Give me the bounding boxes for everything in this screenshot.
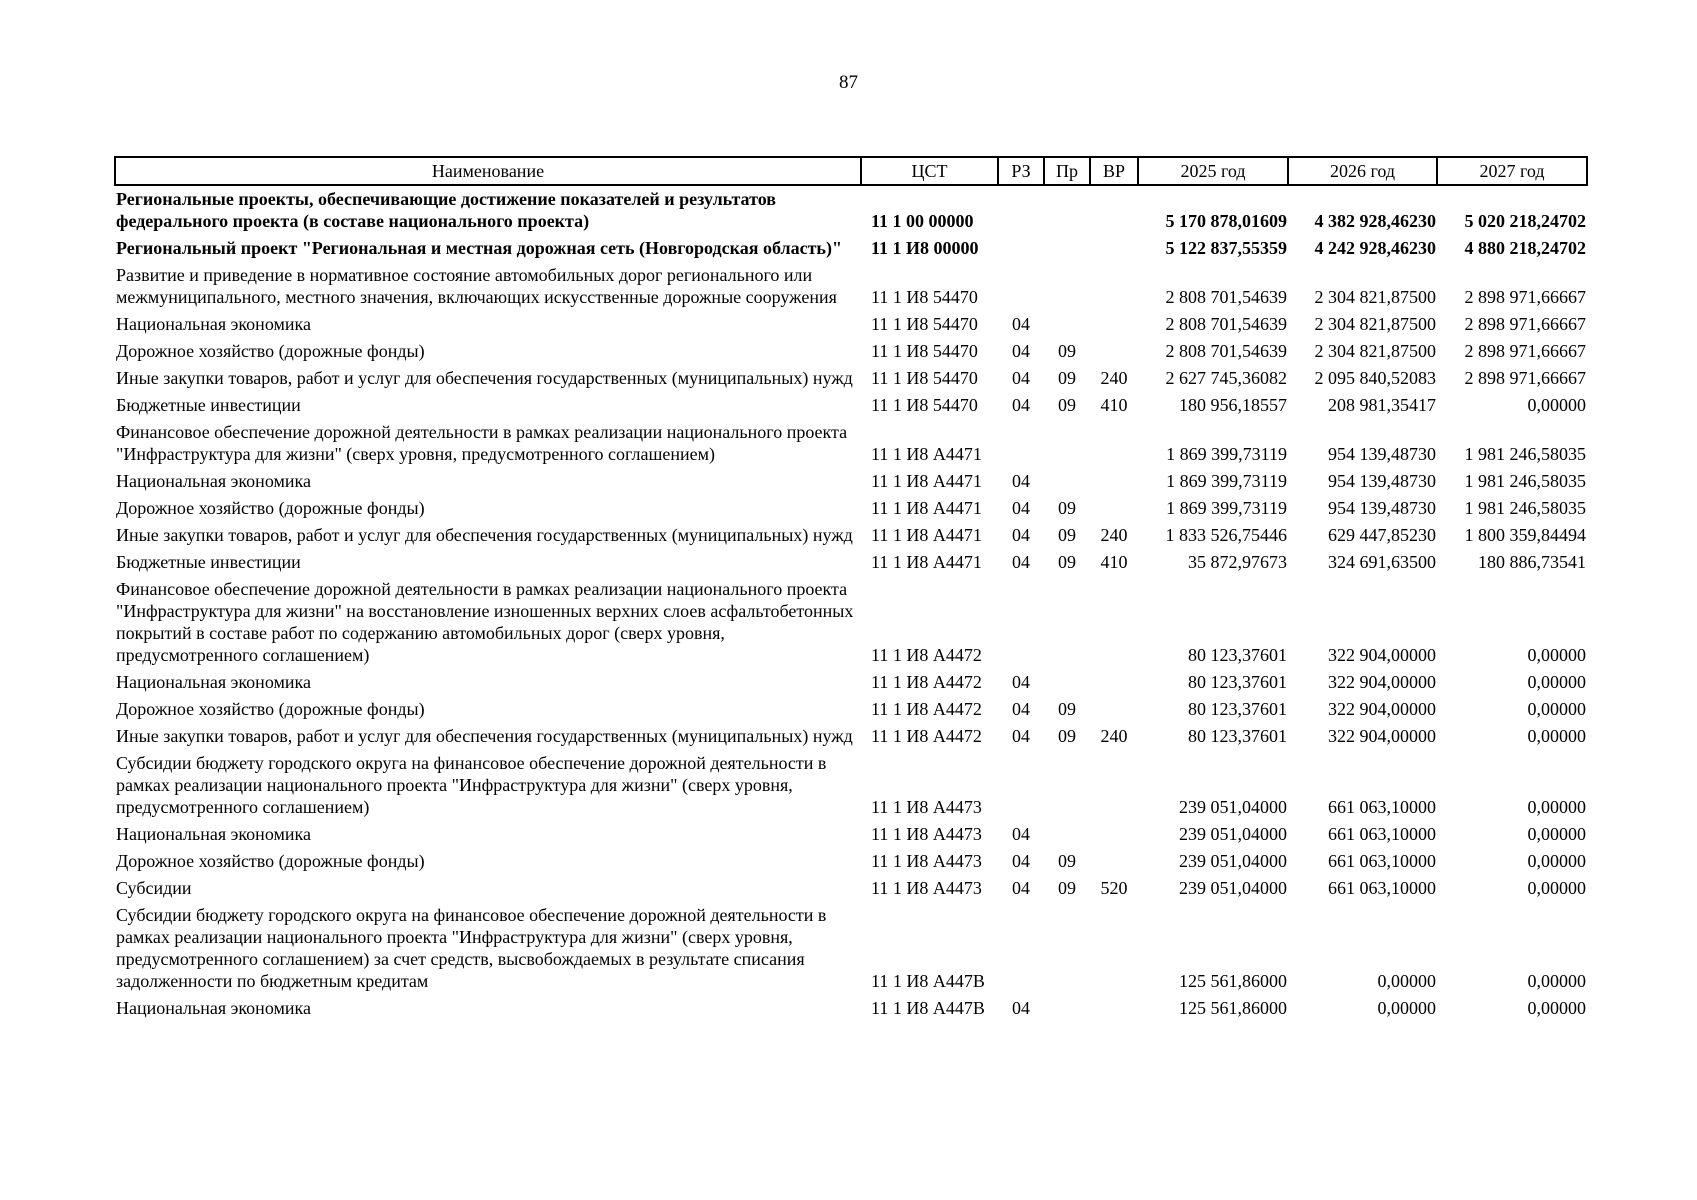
row-value-2026: 324 691,63500: [1328, 552, 1436, 572]
row-value-2027: 0,00000: [1527, 395, 1586, 415]
row-rz: 04: [1012, 878, 1030, 898]
row-vr: [1090, 995, 1138, 1022]
row-pr: 09: [1058, 552, 1076, 572]
row-name: Региональный проект "Региональная и местная дорожная сеть (Новгородская область)": [116, 238, 842, 258]
row-name: Субсидии бюджету городского округа на финансовое обеспечение дорожной деятельности в рамках реализации национального проекта "Инфраструктура для жизни" (сверх уровня, предусмотренного соглашением): [116, 753, 827, 817]
row-value-2027: 0,00000: [1527, 878, 1586, 898]
table-row: [115, 696, 1587, 723]
row-pr: 09: [1058, 341, 1076, 361]
row-rz: [998, 185, 1044, 235]
row-pr: 09: [1058, 525, 1076, 545]
row-value-2026: 2 304 821,87500: [1314, 341, 1436, 361]
row-name: Субсидии: [116, 878, 192, 898]
row-name: Субсидии бюджету городского округа на финансовое обеспечение дорожной деятельности в рамках реализации национального проекта "Инфраструктура для жизни" (сверх уровня, предусмотренного соглашением) за счет средств, высвобождаемых в результате списания задолженности по бюджетным кредитам: [116, 905, 827, 991]
row-value-2026: 322 904,00000: [1328, 726, 1436, 746]
row-pr: 09: [1058, 878, 1076, 898]
row-value-2026: 661 063,10000: [1328, 878, 1436, 898]
row-pr: [1044, 185, 1090, 235]
row-pr: 09: [1058, 395, 1076, 415]
row-value-2025: 2 627 745,36082: [1165, 368, 1287, 388]
row-value-2025: 5 170 878,01609: [1165, 211, 1287, 231]
row-value-2027: 0,00000: [1527, 824, 1586, 844]
row-cst: 11 1 И8 А4472: [871, 699, 982, 719]
row-vr: [1090, 262, 1138, 311]
row-cst: 11 1 И8 54470: [871, 368, 978, 388]
table-row: [115, 723, 1587, 750]
row-cst: 11 1 И8 А4471: [871, 444, 982, 464]
table-row: [115, 419, 1587, 468]
row-value-2025: 1 869 399,73119: [1166, 498, 1287, 518]
row-value-2025: 239 051,04000: [1179, 824, 1287, 844]
row-rz: 04: [1012, 525, 1030, 545]
row-cst: 11 1 И8 А4473: [871, 851, 982, 871]
row-name: Дорожное хозяйство (дорожные фонды): [116, 699, 425, 719]
row-rz: 04: [1012, 699, 1030, 719]
row-value-2025: 35 872,97673: [1188, 552, 1287, 572]
row-vr: 240: [1100, 525, 1128, 545]
row-rz: 04: [1012, 498, 1030, 518]
row-value-2027: 0,00000: [1527, 726, 1586, 746]
row-value-2026: 2 095 840,52083: [1314, 368, 1436, 388]
row-pr: 09: [1058, 726, 1076, 746]
table-header-row: [115, 157, 1587, 185]
row-value-2027: 0,00000: [1527, 851, 1586, 871]
row-value-2027: 0,00000: [1527, 645, 1586, 665]
table-row: [115, 365, 1587, 392]
row-value-2027: 2 898 971,66667: [1464, 314, 1586, 334]
row-name: Финансовое обеспечение дорожной деятельности в рамках реализации национального проекта "Инфраструктура для жизни" на восстановление изношенных верхних слоев асфальтобетонных покрытий в составе работ по содержанию автомобильных дорог (сверх уровня, предусмотренного соглашением): [116, 579, 854, 665]
row-cst: 11 1 И8 А4473: [871, 797, 982, 817]
row-pr: [1044, 235, 1090, 262]
table-row: [115, 875, 1587, 902]
row-value-2027: 1 981 246,58035: [1464, 444, 1586, 464]
table-row: [115, 185, 1587, 235]
row-cst: 11 1 И8 А447В: [871, 971, 985, 991]
page-number: 87: [839, 72, 858, 93]
row-value-2026: 4 242 928,46230: [1314, 238, 1436, 258]
row-vr: [1090, 669, 1138, 696]
row-rz: 04: [1012, 672, 1030, 692]
row-value-2027: 1 800 359,84494: [1464, 525, 1586, 545]
row-value-2026: 322 904,00000: [1328, 699, 1436, 719]
header-vr: ВР: [1090, 157, 1138, 185]
row-value-2025: 125 561,86000: [1179, 998, 1287, 1018]
row-vr: [1090, 495, 1138, 522]
row-cst: 11 1 И8 54470: [871, 341, 978, 361]
row-vr: [1090, 821, 1138, 848]
row-value-2027: 0,00000: [1527, 971, 1586, 991]
row-value-2025: 1 869 399,73119: [1166, 444, 1287, 464]
row-value-2027: 0,00000: [1527, 797, 1586, 817]
table-row: [115, 902, 1587, 995]
row-rz: 04: [1012, 314, 1030, 334]
row-value-2027: 2 898 971,66667: [1464, 287, 1586, 307]
row-vr: [1090, 338, 1138, 365]
row-value-2026: 661 063,10000: [1328, 824, 1436, 844]
row-pr: [1044, 995, 1090, 1022]
row-rz: 04: [1012, 368, 1030, 388]
row-pr: 09: [1058, 368, 1076, 388]
row-name: Дорожное хозяйство (дорожные фонды): [116, 341, 425, 361]
header-2026: 2026 год: [1288, 157, 1437, 185]
row-value-2026: 661 063,10000: [1328, 851, 1436, 871]
row-value-2025: 80 123,37601: [1188, 699, 1287, 719]
row-value-2025: 80 123,37601: [1188, 726, 1287, 746]
header-rz: РЗ: [998, 157, 1044, 185]
row-name: Дорожное хозяйство (дорожные фонды): [116, 498, 425, 518]
header-name: Наименование: [115, 157, 861, 185]
row-vr: [1090, 750, 1138, 821]
row-vr: [1090, 902, 1138, 995]
row-pr: [1044, 262, 1090, 311]
table-row: [115, 495, 1587, 522]
row-cst: 11 1 И8 А4473: [871, 824, 982, 844]
row-vr: [1090, 576, 1138, 669]
row-vr: [1090, 235, 1138, 262]
row-rz: [998, 750, 1044, 821]
row-cst: 11 1 И8 А447В: [871, 998, 985, 1018]
row-vr: 520: [1100, 878, 1128, 898]
row-cst: 11 1 И8 А4472: [871, 672, 982, 692]
row-name: Национальная экономика: [116, 672, 311, 692]
row-value-2027: 0,00000: [1527, 672, 1586, 692]
table-row: [115, 549, 1587, 576]
row-vr: 410: [1100, 552, 1128, 572]
table-body: [115, 185, 1587, 1022]
row-cst: 11 1 И8 А4471: [871, 471, 982, 491]
row-rz: 04: [1012, 824, 1030, 844]
row-value-2025: 239 051,04000: [1179, 851, 1287, 871]
row-pr: 09: [1058, 498, 1076, 518]
row-name: Дорожное хозяйство (дорожные фонды): [116, 851, 425, 871]
row-value-2027: 5 020 218,24702: [1464, 211, 1586, 231]
row-value-2026: 2 304 821,87500: [1314, 287, 1436, 307]
row-value-2026: 322 904,00000: [1328, 672, 1436, 692]
row-pr: [1044, 419, 1090, 468]
row-rz: 04: [1012, 341, 1030, 361]
table-row: [115, 995, 1587, 1022]
row-value-2027: 180 886,73541: [1478, 552, 1586, 572]
table-row: [115, 468, 1587, 495]
row-value-2026: 322 904,00000: [1328, 645, 1436, 665]
row-value-2025: 1 869 399,73119: [1166, 471, 1287, 491]
row-vr: 240: [1100, 368, 1128, 388]
table-row: [115, 392, 1587, 419]
table-row: [115, 311, 1587, 338]
row-pr: 09: [1058, 851, 1076, 871]
row-cst: 11 1 И8 54470: [871, 314, 978, 334]
row-pr: [1044, 576, 1090, 669]
row-value-2027: 1 981 246,58035: [1464, 471, 1586, 491]
row-value-2025: 180 956,18557: [1179, 395, 1287, 415]
row-value-2026: 629 447,85230: [1328, 525, 1436, 545]
row-name: Национальная экономика: [116, 998, 311, 1018]
table-row: [115, 821, 1587, 848]
row-value-2026: 208 981,35417: [1328, 395, 1436, 415]
row-value-2026: 2 304 821,87500: [1314, 314, 1436, 334]
row-name: Иные закупки товаров, работ и услуг для обеспечения государственных (муниципальных) нужд: [116, 368, 853, 388]
row-cst: 11 1 И8 А4472: [871, 645, 982, 665]
row-cst: 11 1 И8 54470: [871, 395, 978, 415]
row-name: Бюджетные инвестиции: [116, 395, 301, 415]
table-row: [115, 338, 1587, 365]
row-name: Национальная экономика: [116, 471, 311, 491]
row-rz: [998, 262, 1044, 311]
row-pr: [1044, 750, 1090, 821]
row-value-2027: 4 880 218,24702: [1464, 238, 1586, 258]
row-cst: 11 1 И8 А4471: [871, 498, 982, 518]
header-2027: 2027 год: [1437, 157, 1587, 185]
row-value-2027: 0,00000: [1527, 998, 1586, 1018]
row-value-2025: 80 123,37601: [1188, 672, 1287, 692]
row-cst: 11 1 И8 А4471: [871, 525, 982, 545]
row-value-2025: 239 051,04000: [1179, 797, 1287, 817]
row-rz: 04: [1012, 851, 1030, 871]
row-rz: 04: [1012, 726, 1030, 746]
row-value-2026: 4 382 928,46230: [1314, 211, 1436, 231]
row-pr: [1044, 468, 1090, 495]
row-name: Развитие и приведение в нормативное состояние автомобильных дорог регионального или межмуниципального, местного значения, включающих искусственные дорожные сооружения: [116, 265, 837, 307]
row-value-2025: 125 561,86000: [1179, 971, 1287, 991]
table-row: [115, 669, 1587, 696]
row-value-2026: 0,00000: [1377, 971, 1436, 991]
table-row: [115, 750, 1587, 821]
budget-table: [114, 156, 1588, 1022]
row-cst: 11 1 И8 А4471: [871, 552, 982, 572]
row-vr: [1090, 696, 1138, 723]
row-cst: 11 1 00 00000: [871, 211, 974, 231]
table-row: [115, 522, 1587, 549]
row-cst: 11 1 И8 54470: [871, 287, 978, 307]
table-row: [115, 576, 1587, 669]
header-2025: 2025 год: [1138, 157, 1288, 185]
row-name: Национальная экономика: [116, 824, 311, 844]
row-pr: [1044, 902, 1090, 995]
row-rz: 04: [1012, 395, 1030, 415]
row-vr: [1090, 848, 1138, 875]
row-pr: [1044, 311, 1090, 338]
row-name: Национальная экономика: [116, 314, 311, 334]
row-name: Финансовое обеспечение дорожной деятельности в рамках реализации национального проекта "Инфраструктура для жизни" (сверх уровня, предусмотренного соглашением): [116, 422, 848, 464]
row-value-2025: 80 123,37601: [1188, 645, 1287, 665]
table-row: [115, 848, 1587, 875]
row-value-2025: 239 051,04000: [1179, 878, 1287, 898]
row-value-2026: 661 063,10000: [1328, 797, 1436, 817]
row-rz: [998, 902, 1044, 995]
table-row: [115, 235, 1587, 262]
row-rz: [998, 576, 1044, 669]
row-cst: 11 1 И8 А4472: [871, 726, 982, 746]
row-value-2026: 954 139,48730: [1328, 471, 1436, 491]
row-name: Иные закупки товаров, работ и услуг для обеспечения государственных (муниципальных) нужд: [116, 525, 853, 545]
row-vr: 410: [1100, 395, 1128, 415]
row-cst: 11 1 И8 А4473: [871, 878, 982, 898]
header-cst: ЦСТ: [861, 157, 998, 185]
row-name: Региональные проекты, обеспечивающие достижение показателей и результатов федерального проекта (в составе национального проекта): [116, 189, 776, 231]
row-value-2026: 954 139,48730: [1328, 444, 1436, 464]
row-pr: 09: [1058, 699, 1076, 719]
row-vr: [1090, 311, 1138, 338]
row-rz: 04: [1012, 552, 1030, 572]
row-vr: 240: [1100, 726, 1128, 746]
row-vr: [1090, 419, 1138, 468]
row-value-2027: 2 898 971,66667: [1464, 368, 1586, 388]
row-value-2027: 0,00000: [1527, 699, 1586, 719]
row-value-2026: 0,00000: [1377, 998, 1436, 1018]
row-cst: 11 1 И8 00000: [871, 238, 979, 258]
header-pr: Пр: [1044, 157, 1090, 185]
row-vr: [1090, 468, 1138, 495]
row-value-2025: 2 808 701,54639: [1165, 341, 1287, 361]
row-rz: 04: [1012, 471, 1030, 491]
row-rz: [998, 419, 1044, 468]
table-row: [115, 262, 1587, 311]
row-pr: [1044, 821, 1090, 848]
row-name: Иные закупки товаров, работ и услуг для обеспечения государственных (муниципальных) нужд: [116, 726, 853, 746]
row-value-2025: 5 122 837,55359: [1165, 238, 1287, 258]
row-value-2026: 954 139,48730: [1328, 498, 1436, 518]
row-name: Бюджетные инвестиции: [116, 552, 301, 572]
row-vr: [1090, 185, 1138, 235]
row-value-2027: 1 981 246,58035: [1464, 498, 1586, 518]
row-value-2025: 1 833 526,75446: [1165, 525, 1287, 545]
row-rz: [998, 235, 1044, 262]
row-value-2027: 2 898 971,66667: [1464, 341, 1586, 361]
row-rz: 04: [1012, 998, 1030, 1018]
row-pr: [1044, 669, 1090, 696]
row-value-2025: 2 808 701,54639: [1165, 314, 1287, 334]
row-value-2025: 2 808 701,54639: [1165, 287, 1287, 307]
